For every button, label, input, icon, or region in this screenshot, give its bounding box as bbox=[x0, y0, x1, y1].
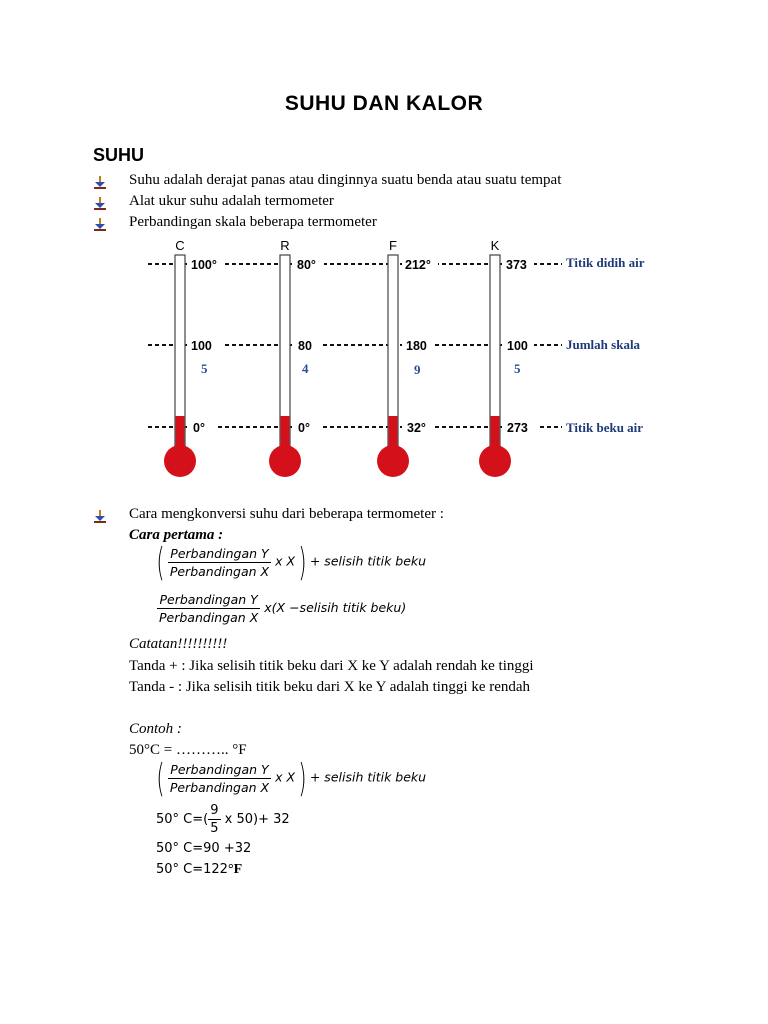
paren-close: ) bbox=[298, 756, 307, 800]
note-line-plus: Tanda + : Jika selisih titik beku dari X ke Y adalah rendah ke tinggi bbox=[129, 658, 534, 674]
paren-close: ) bbox=[298, 540, 307, 584]
value-top-r: 80° bbox=[297, 258, 316, 272]
value-top-k: 373 bbox=[506, 258, 527, 272]
calc-step-3 bbox=[156, 862, 242, 878]
calc-step-1-suffix: x 50)+ 32 bbox=[224, 812, 290, 827]
example-label: Contoh : bbox=[129, 721, 182, 737]
section-heading: SUHU bbox=[93, 145, 145, 165]
bullet-text: Suhu adalah derajat panas atau dinginnya suatu benda atau suatu tempat bbox=[129, 172, 562, 188]
method-label: Cara pertama : bbox=[129, 527, 224, 543]
value-top-c: 100° bbox=[191, 258, 217, 272]
fraction bbox=[208, 803, 220, 836]
scale-letter-r: R bbox=[280, 238, 290, 253]
fraction-denominator: Perbandingan X bbox=[169, 563, 270, 579]
calc-step-2: 50° C=90 +32 bbox=[156, 841, 252, 856]
value-mid-k: 100 bbox=[507, 339, 528, 353]
calc-step-1-prefix: 50° C=( bbox=[156, 812, 209, 827]
thermometer-f bbox=[377, 238, 438, 477]
bullet-arrow-icon bbox=[93, 509, 107, 523]
fraction-denominator: 5 bbox=[210, 821, 219, 836]
paren-open: ( bbox=[156, 540, 165, 584]
calc-step-1 bbox=[156, 803, 290, 836]
notes-label: Catatan!!!!!!!!!! bbox=[129, 636, 228, 652]
fraction-numerator: Perbandingan Y bbox=[168, 546, 271, 563]
label-scale-count: Jumlah skala bbox=[566, 337, 641, 352]
value-bottom-c: 0° bbox=[193, 421, 205, 435]
value-mid-r: 80 bbox=[298, 339, 312, 353]
formula-tail: + selisih titik beku bbox=[309, 553, 427, 569]
value-mid-f: 180 bbox=[406, 339, 427, 353]
calc-step-3-prefix: 50° C=122 bbox=[156, 862, 228, 877]
fraction-denominator: Perbandingan X bbox=[159, 610, 259, 625]
formula-multiplier: x X bbox=[275, 553, 296, 569]
formula-1 bbox=[153, 540, 427, 584]
paren-open: ( bbox=[156, 756, 165, 800]
value-bottom-r: 0° bbox=[298, 421, 310, 435]
value-bottom-f: 32° bbox=[407, 421, 426, 435]
fraction bbox=[157, 592, 260, 625]
bullet-text: Alat ukur suhu adalah termometer bbox=[129, 193, 334, 209]
ratio-c: 5 bbox=[201, 361, 208, 376]
ratio-r: 4 bbox=[302, 361, 309, 376]
bullet-text: Cara mengkonversi suhu dari beberapa termometer : bbox=[129, 506, 444, 522]
page-title: SUHU DAN KALOR bbox=[284, 92, 484, 115]
label-freezing-point: Titik beku air bbox=[566, 420, 644, 435]
value-bottom-k: 273 bbox=[507, 421, 528, 435]
formula-multiplier: x X bbox=[275, 769, 296, 785]
value-top-f: 212° bbox=[405, 258, 431, 272]
scale-letter-k: K bbox=[490, 238, 500, 253]
fraction-denominator: Perbandingan X bbox=[169, 779, 270, 795]
thermometer-k bbox=[479, 238, 538, 477]
formula-tail: + selisih titik beku bbox=[309, 769, 427, 785]
list-item bbox=[93, 506, 713, 526]
thermometer-r bbox=[269, 238, 324, 477]
thermometer-scale-diagram bbox=[0, 0, 768, 490]
formula-tail: x(X −selisih titik beku) bbox=[264, 600, 407, 615]
example-question: 50°C = ……….. °F bbox=[129, 742, 247, 758]
value-mid-c: 100 bbox=[191, 339, 212, 353]
scale-letter-c: C bbox=[175, 238, 185, 253]
fraction bbox=[168, 762, 271, 795]
ratio-f: 9 bbox=[414, 362, 421, 377]
formula-example bbox=[153, 756, 427, 800]
fraction-numerator: 9 bbox=[210, 803, 219, 818]
fraction-numerator: Perbandingan Y bbox=[157, 592, 260, 609]
ratio-k: 5 bbox=[514, 361, 521, 376]
label-boiling-point: Titik didih air bbox=[566, 255, 645, 270]
scale-letter-f: F bbox=[389, 238, 397, 253]
fraction-numerator: Perbandingan Y bbox=[168, 762, 271, 779]
calc-step-3-unit: °F bbox=[227, 862, 243, 877]
thermometer-c bbox=[164, 238, 225, 477]
note-line-minus: Tanda - : Jika selisih titik beku dari X ke Y adalah tinggi ke rendah bbox=[129, 679, 531, 695]
bullet-text: Perbandingan skala beberapa termometer bbox=[129, 214, 377, 230]
fraction bbox=[168, 546, 271, 579]
formula-2 bbox=[157, 592, 406, 625]
